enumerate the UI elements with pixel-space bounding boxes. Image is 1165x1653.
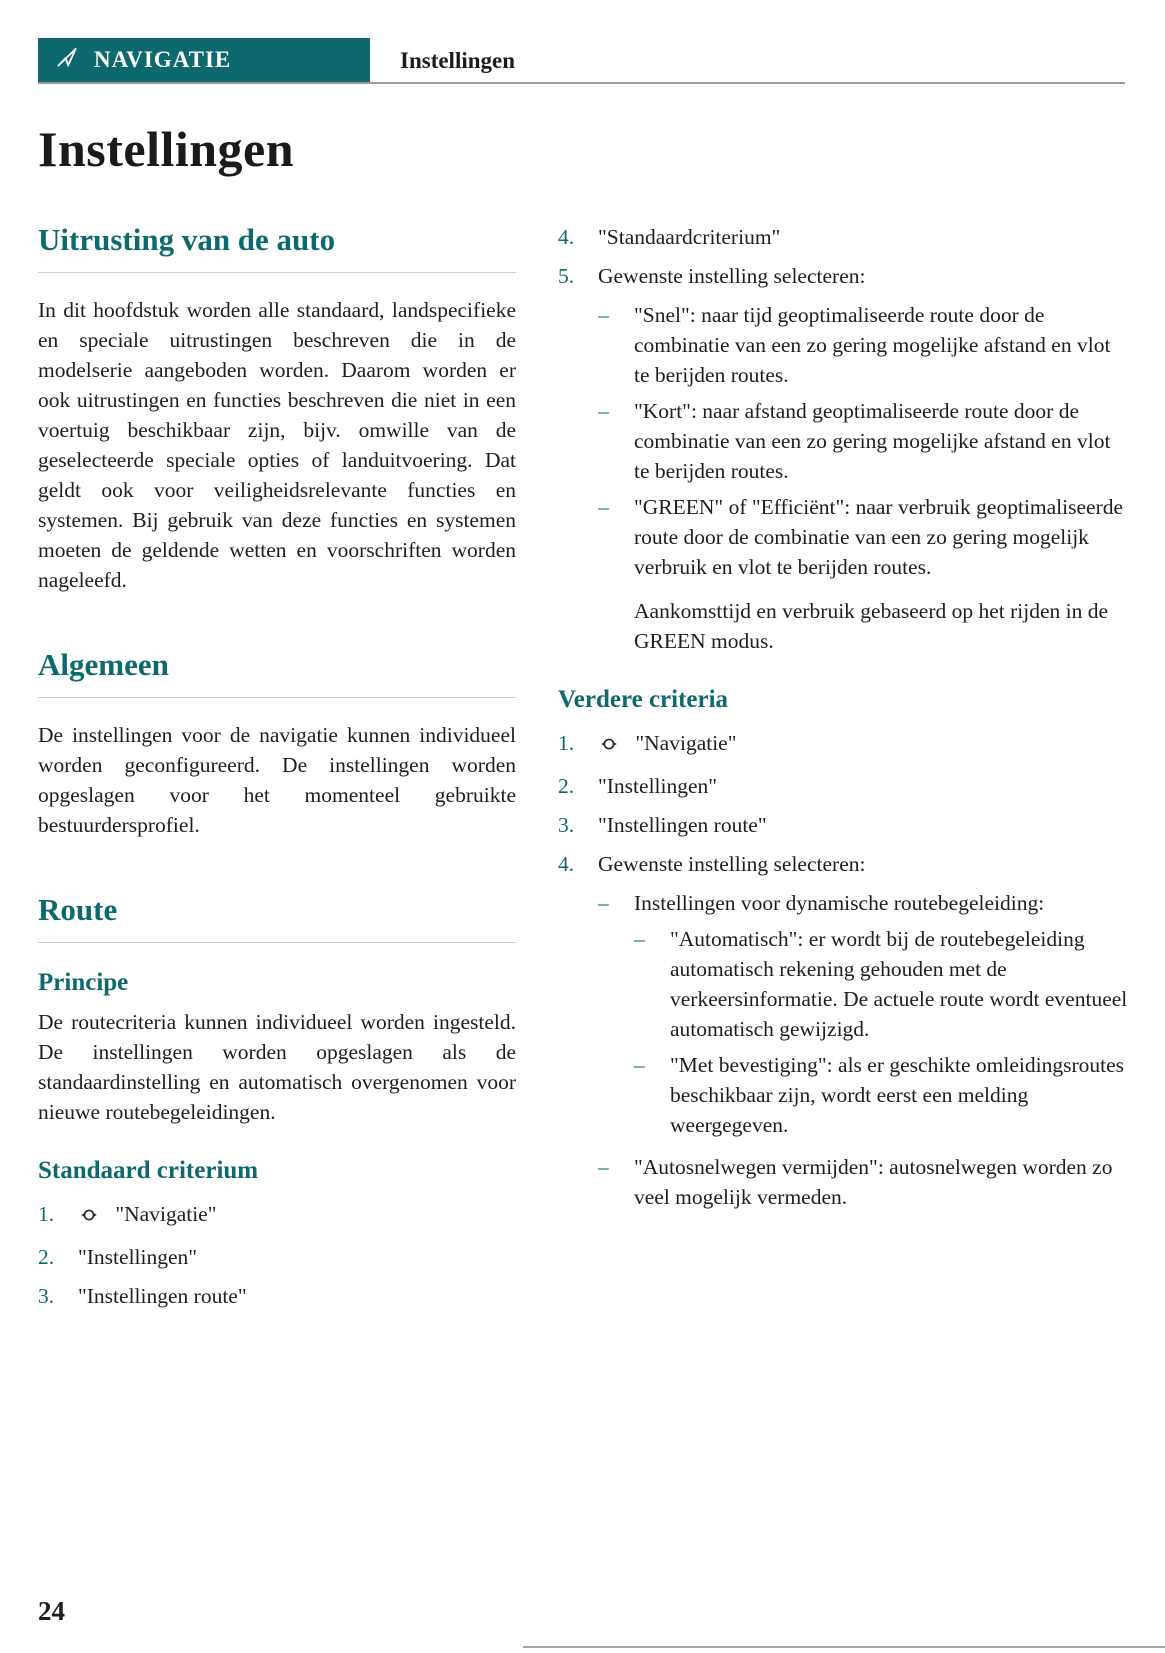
list-item: [38, 1281, 516, 1311]
dash-item: [598, 300, 1128, 390]
controller-icon: [598, 732, 620, 762]
list-number: 4.: [558, 225, 575, 249]
list-item: [558, 222, 1128, 252]
dash-marker: –: [598, 399, 609, 423]
dash-item-dynamic-routing: [598, 888, 1128, 1146]
list-number: 2.: [558, 774, 575, 798]
section-heading-route: Route: [38, 892, 516, 943]
controller-icon: [78, 1203, 100, 1233]
list-item: [558, 728, 1128, 762]
chapter-badge-label: NAVIGATIE: [94, 47, 232, 72]
list-item-label: "Standaardcriterium": [598, 225, 781, 249]
dash-item: [598, 396, 1128, 486]
chapter-badge: [38, 38, 370, 82]
dash-item: [634, 924, 1128, 1044]
list-item-content: [598, 728, 1128, 762]
paragraph-algemeen: De instellingen voor de navigatie kunnen individueel worden geconfigureerd. De instellingen worden opgeslagen voor het momenteel gebruikte bestuurdersprofiel.: [38, 723, 516, 837]
list-number: 3.: [558, 813, 575, 837]
dash-marker: –: [634, 927, 645, 951]
list-number: 1.: [38, 1202, 55, 1226]
list-item-label: Gewenste instelling selecteren:: [598, 264, 866, 288]
list-item-content: [78, 1199, 516, 1233]
list-number: 4.: [558, 852, 575, 876]
dash-item: [598, 492, 1128, 582]
dash-marker: –: [598, 303, 609, 327]
dash-item-text: "Kort": naar afstand geoptimaliseerde route door de combinatie van een zo gering mogelijke afstand en vlot te berijden routes.: [634, 399, 1111, 483]
page-title: Instellingen: [38, 121, 295, 177]
list-item: [558, 771, 1128, 801]
verdere-criteria-list: [558, 728, 1128, 879]
section-heading-uitrusting: Uitrusting van de auto: [38, 222, 516, 273]
dash-marker: –: [598, 891, 609, 915]
standaard-criterium-list: [38, 1199, 516, 1311]
subheading-principe: Principe: [38, 969, 129, 996]
dash-marker: –: [598, 495, 609, 519]
list-item-label: "Instellingen": [598, 774, 718, 798]
list-number: 1.: [558, 731, 575, 755]
section-heading-algemeen: Algemeen: [38, 647, 516, 698]
navigation-arrow-icon: [54, 44, 80, 76]
header-section-title: Instellingen: [400, 48, 516, 73]
subheading-verdere-criteria: Verdere criteria: [558, 686, 729, 713]
list-item-label: "Instellingen route": [78, 1284, 247, 1308]
bottom-rule: [523, 1646, 1165, 1648]
subheading-standaard-criterium: Standaard criterium: [38, 1157, 259, 1184]
paragraph-uitrusting: In dit hoofdstuk worden alle standaard, landspecifieke en speciale uitrustingen beschreven die in de modelserie aangeboden worden. Daarom worden er ook uitrustingen en functies beschreven die niet in een voertuig beschikbaar zijn, bijv. omwille van de geselecteerde speciale opties of landuitvoering. Dat geldt ook voor veiligheidsrelevante functies en systemen. Bij gebruik van deze functies en systemen moeten de geldende wetten en voorschriften worden nageleefd.: [38, 298, 516, 592]
list-item: [38, 1242, 516, 1272]
nested-dash-list: [634, 924, 1128, 1140]
list-item-label: "Navigatie": [115, 1202, 217, 1226]
dash-marker: –: [634, 1053, 645, 1077]
dash-item-text: "GREEN" of "Efficiënt": naar verbruik geoptimaliseerde route door de combinatie van een zo gering mogelijk verbruik en vlot te berijden routes.: [634, 495, 1124, 579]
dash-item-content: [634, 888, 1128, 1146]
dash-item-text: "Autosnelwegen vermijden": autosnelwegen worden zo veel mogelijk vermeden.: [634, 1155, 1113, 1209]
page-header: [38, 38, 1125, 84]
dash-item-text: "Automatisch": er wordt bij de routebegeleiding automatisch rekening gehouden met de verkeersinformatie. De actuele route wordt eventueel automatisch gewijzigd.: [670, 927, 1128, 1041]
list-item: [558, 810, 1128, 840]
paragraph-principe: De routecriteria kunnen individueel worden ingesteld. De instellingen worden opgeslagen als de standaardinstelling en automatisch overgenomen voor nieuwe routebegeleidingen.: [38, 1010, 516, 1124]
dash-item-avoid-highways: [598, 1152, 1128, 1212]
list-item-label: Gewenste instelling selecteren:: [598, 852, 866, 876]
list-number: 5.: [558, 264, 575, 288]
list-item: [38, 1199, 516, 1233]
list-item-label: "Navigatie": [635, 731, 737, 755]
right-column: [558, 222, 1128, 1320]
dash-item-text: "Snel": naar tijd geoptimaliseerde route door de combinatie van een zo gering mogelijke afstand en vlot te berijden routes.: [634, 303, 1111, 387]
dash-item-text: Instellingen voor dynamische routebegeleiding:: [634, 891, 1045, 915]
dash-marker: –: [598, 1155, 609, 1179]
list-number: 3.: [38, 1284, 55, 1308]
list-number: 2.: [38, 1245, 55, 1269]
footer-page-number: 24: [38, 1596, 65, 1626]
list-item-label: "Instellingen route": [598, 813, 767, 837]
list-item: [558, 261, 1128, 291]
two-column-layout: [38, 222, 1128, 1320]
note-paragraph: Aankomsttijd en verbruik gebaseerd op het rijden in de GREEN modus.: [634, 599, 1109, 653]
dash-item-text: "Met bevestiging": als er geschikte omleidingsroutes beschikbaar zijn, wordt eerst een melding weergegeven.: [670, 1053, 1125, 1137]
dash-item: [634, 1050, 1128, 1140]
left-column: [38, 222, 516, 1320]
list-item-label: "Instellingen": [78, 1245, 198, 1269]
list-item: [558, 849, 1128, 879]
